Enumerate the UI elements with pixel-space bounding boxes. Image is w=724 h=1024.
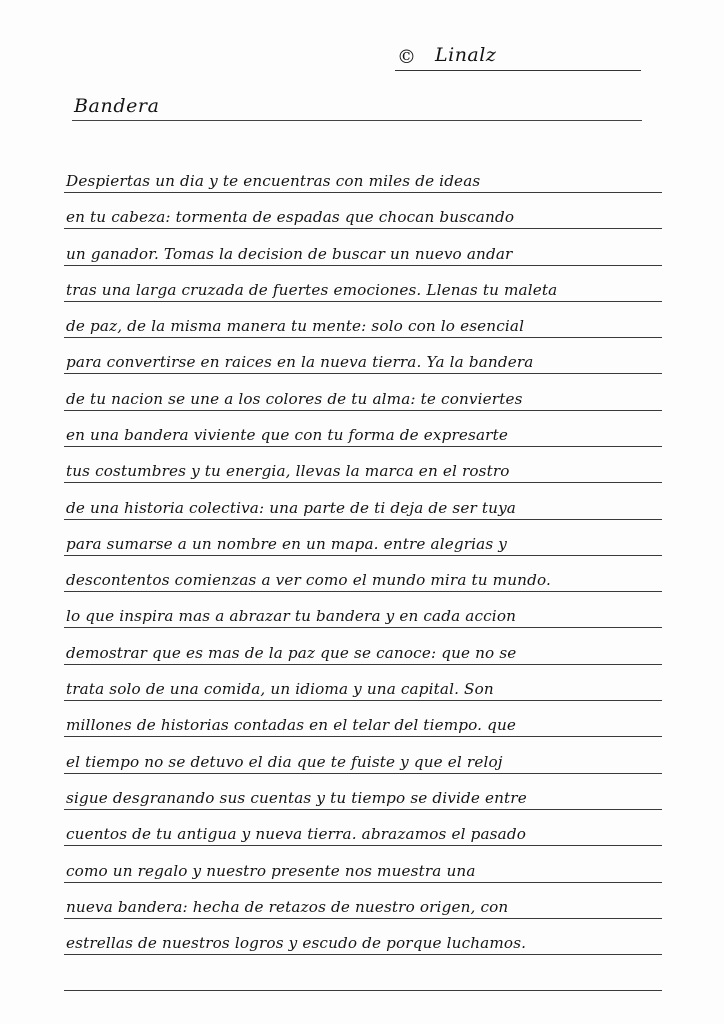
- line-text: lo que inspira mas a abrazar tu bandera y en cada accion: [66, 607, 517, 625]
- line-text: para convertirse en raices en la nueva tierra. Ya la bandera: [66, 353, 534, 371]
- line-text: en una bandera viviente que con tu forma de expresarte: [66, 426, 508, 444]
- line-text: de paz, de la misma manera tu mente: solo con lo esencial: [66, 317, 525, 335]
- text-line: [64, 892, 662, 919]
- text-line: [64, 928, 662, 955]
- line-text: demostrar que es mas de la paz que se canoce: que no se: [66, 644, 517, 662]
- text-line: [64, 311, 662, 338]
- line-text: cuentos de tu antigua y nueva tierra. abrazamos el pasado: [66, 825, 526, 843]
- line-text: sigue desgranando sus cuentas y tu tiempo se divide entre: [66, 789, 527, 807]
- empty-ruled-line: [64, 990, 662, 991]
- author-name: Linalz: [435, 44, 497, 66]
- line-text: el tiempo no se detuvo el dia que te fuiste y que el reloj: [66, 753, 503, 771]
- text-line: [64, 565, 662, 592]
- line-text: un ganador. Tomas la decision de buscar un nuevo andar: [66, 245, 513, 263]
- text-line: [64, 747, 662, 774]
- line-text: para sumarse a un nombre en un mapa. entre alegrias y: [66, 535, 507, 553]
- text-line: [64, 601, 662, 628]
- page-title: Bandera: [74, 95, 160, 117]
- text-line: [64, 783, 662, 810]
- line-text: Despiertas un dia y te encuentras con miles de ideas: [66, 172, 481, 190]
- line-text: de tu nacion se une a los colores de tu alma: te conviertes: [66, 390, 523, 408]
- text-line: [64, 529, 662, 556]
- line-text: trata solo de una comida, un idioma y una capital. Son: [66, 680, 494, 698]
- line-text: nueva bandera: hecha de retazos de nuestro origen, con: [66, 898, 509, 916]
- text-line: [64, 710, 662, 737]
- text-line: [64, 456, 662, 483]
- line-text: estrellas de nuestros logros y escudo de porque luchamos.: [66, 934, 527, 952]
- text-line: [64, 420, 662, 447]
- line-text: millones de historias contadas en el telar del tiempo. que: [66, 716, 517, 734]
- text-line: [64, 384, 662, 411]
- text-line: [64, 493, 662, 520]
- line-text: tras una larga cruzada de fuertes emociones. Llenas tu maleta: [66, 281, 558, 299]
- title-line: [72, 96, 642, 121]
- text-line: [64, 856, 662, 883]
- line-text: como un regalo y nuestro presente nos muestra una: [66, 862, 476, 880]
- text-line: [64, 638, 662, 665]
- line-text: de una historia colectiva: una parte de ti deja de ser tuya: [66, 499, 517, 517]
- copyright-symbol: ©: [397, 46, 416, 68]
- text-line: [64, 202, 662, 229]
- line-text: descontentos comienzas a ver como el mundo mira tu mundo.: [66, 571, 551, 589]
- text-line: [64, 239, 662, 266]
- text-line: [64, 674, 662, 701]
- line-text: en tu cabeza: tormenta de espadas que chocan buscando: [66, 208, 515, 226]
- author-signature-line: [395, 44, 641, 71]
- line-text: tus costumbres y tu energia, llevas la marca en el rostro: [66, 462, 510, 480]
- text-line: [64, 275, 662, 302]
- text-line: [64, 166, 662, 193]
- text-line: [64, 819, 662, 846]
- text-line: [64, 347, 662, 374]
